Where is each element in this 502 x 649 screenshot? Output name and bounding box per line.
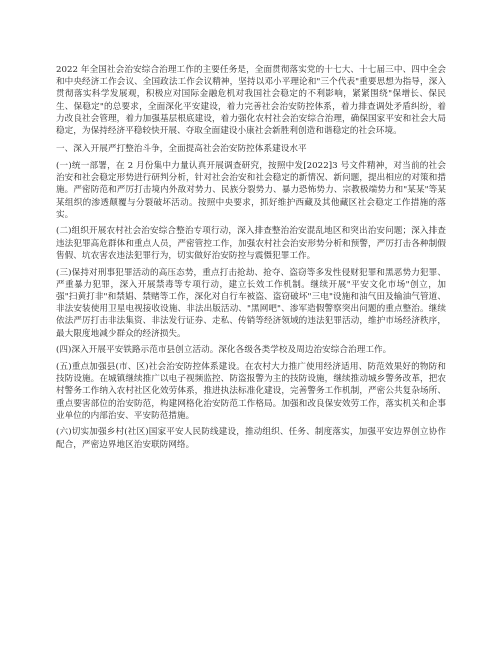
- paragraph-3: (三)保持对刑事犯罪活动的高压态势，重点打击抢劫、抢夺、盗窃等多发性侵财犯罪和黑恶势力犯罪、严重暴力犯罪，深入开展禁毒等专项行动，建立长效工作机制。继续开展"平安文化市场"创立，加强"扫黄打非"和禁娼、禁赌等工作，深化对自行车被盗、盗窃破坏"三电"设施和油气田及输油气管道、非法安装使用卫星电视接收设施、非法出版活动、"黑网吧"、渗军造假警察突出问题的重点整治。继续依法严厉打击非法集资、非法发行证券、走私、传销等经济领域的违法犯罪活动，维护市场经济秩序，最大限度地减少群众的经济损失。: [56, 267, 446, 339]
- paragraph-4: (四)深入开展平安铁路示范市县创立活动。深化各级各类学校及周边治安综合治理工作。: [56, 345, 392, 356]
- section-heading: 一、深入开展严打整治斗争，全面提高社会治安防控体系建设水平: [56, 144, 307, 155]
- paragraph-1: (一)统一部署，在 2 月份集中力量认真开展调查研究，按照中发[2022]3 号文件精神，对当前的社会治安和社会稳定形势进行研判分析，针对社会治安和社会稳定的新情况、新问题，提出相应的对策和措施。严密防范和严厉打击境内外敌对势力、民族分裂势力、暴力恐怖势力、宗教极端势力和"某某"等某某组织的渗透颠覆与分裂破坏活动。按照中央要求，抓好维护西藏及其他藏区社会稳定工作措施的落实。: [56, 160, 446, 220]
- paragraph-6: (六)切实加强乡村(社区)国家平安人民防线建设，推动组织、任务、制度落实，加强平安边界创立协作配合，严密边界地区治安联防网络。: [56, 427, 446, 450]
- paragraph-5: (五)重点加强县(市、区)社会治安防控体系建设。在农村大力推广使用经济适用、防范效果好的物防和技防设施。在城镇继续推广以电子视频监控、防盗报警为主的技防设施，继续推动城乡警务改革，把农村警务工作纳入农村社区化效劳体系，推进执法标准化建设，完善警务工作机制，严密公共复杂场所、重点要害部位的治安防范，构建网格化治安防范工作格局。加强和改良保安效劳工作，落实机关和企事业单位的内部治安、平安防范措施。: [56, 361, 446, 421]
- intro-paragraph: 2022 年全国社会治安综合治理工作的主要任务是，全面贯彻落实党的十七大、十七届三中、四中全会和中央经济工作会议、全国政法工作会议精神，坚持以邓小平理论和"三个代表"重要思想为指导，深入贯彻落实科学发展观，积极应对国际金融危机对我国社会稳定的不利影响，紧紧围绕"保增长、保民生、保稳定"的总要求，全面深化平安建设，着力完善社会治安防控体系，着力排查调处矛盾纠纷，着力改良社会管理，着力加强基层根底建设，着力强化农村社会治安综合治理，确保国家平安和社会大局稳定，为保持经济平稳较快开展、夺取全面建设小康社会新胜利创造和谐稳定的社会环境。: [56, 65, 446, 137]
- paragraph-2: (二)组织开展农村社会治安综合整治专项行动，深入排查整治治安混乱地区和突出治安问题；深入排查违法犯罪高危群体和重点人员，严密管控工作，加强农村社会治安形势分析和预警，严厉打击各种制假售假、坑农害农违法犯罪行为，切实做好治安防控与震慑犯罪工作。: [56, 226, 446, 261]
